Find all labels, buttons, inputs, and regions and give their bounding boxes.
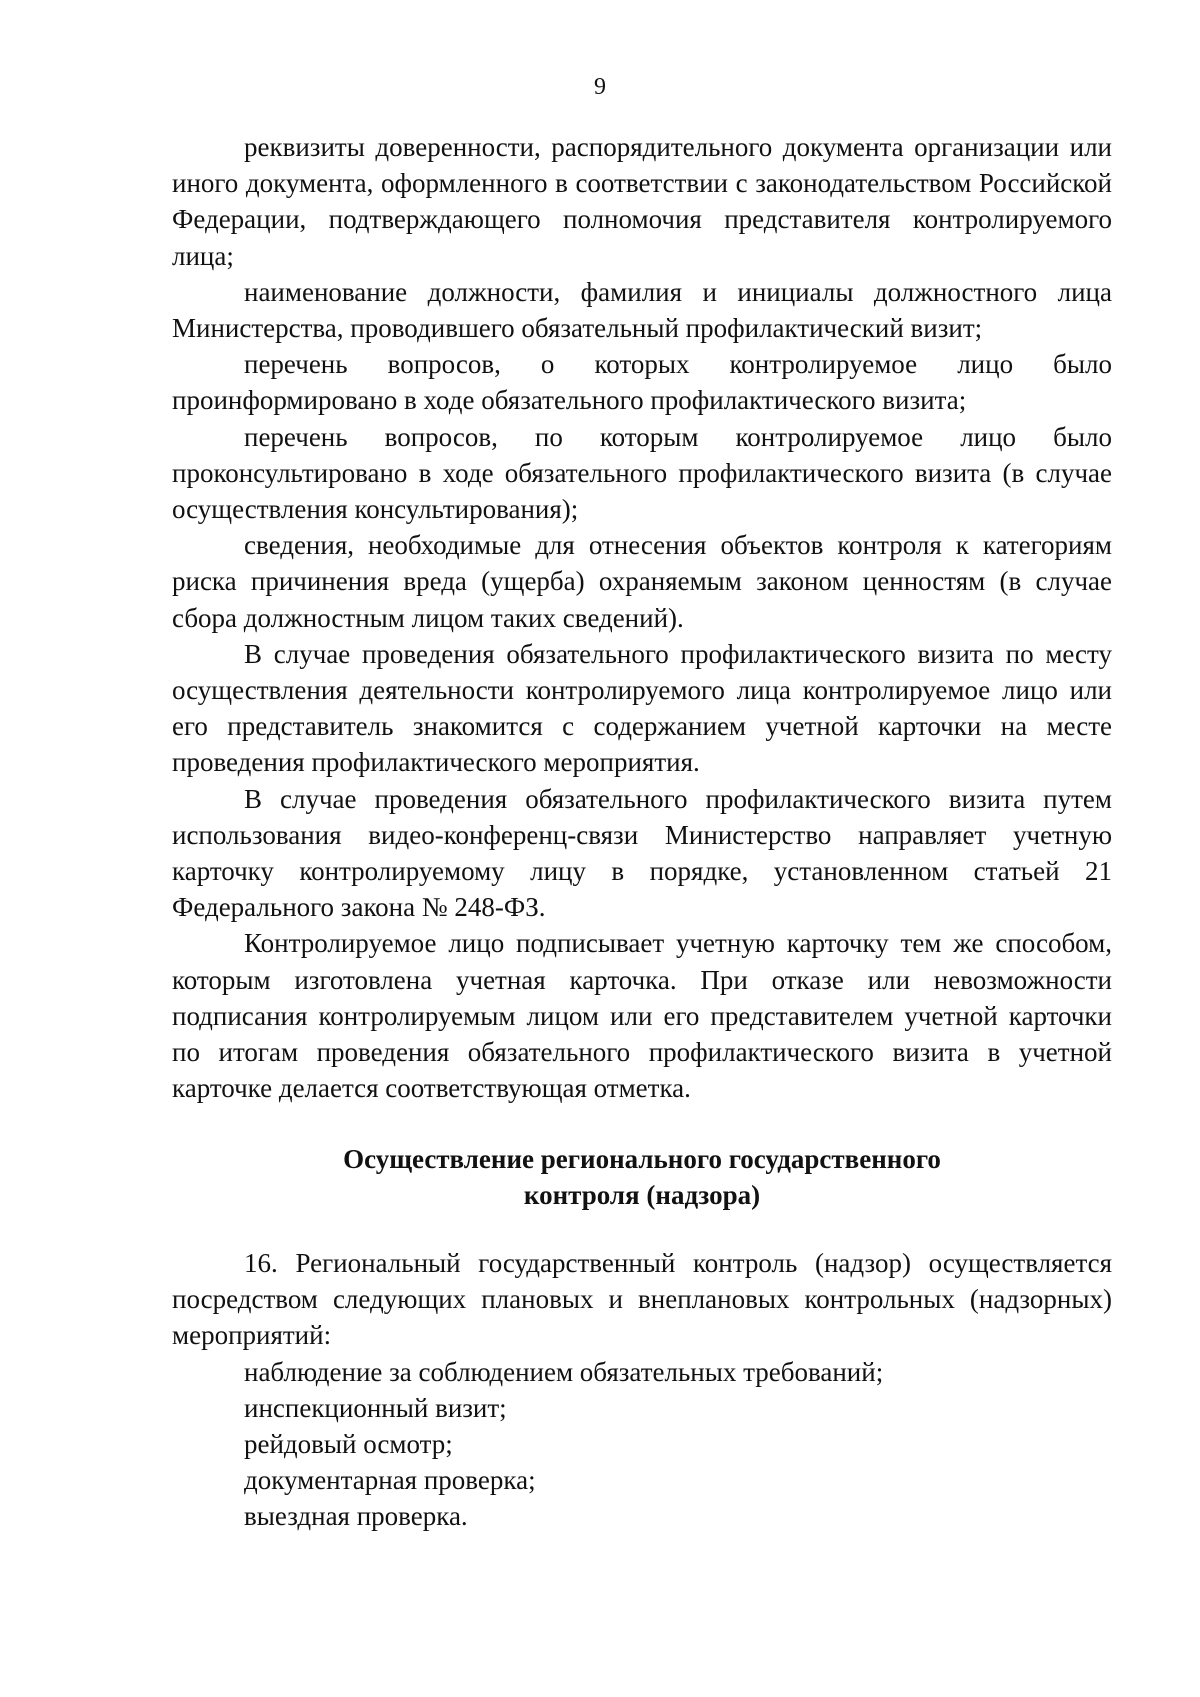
paragraph-risk-category-info: сведения, необходимые для отнесения объектов контроля к категориям риска причинения вреда (ущерба) охраняемым законом ценностям (в случае сбора должностным лицом таких сведений).	[172, 530, 1112, 633]
paragraph-card-signing: Контролируемое лицо подписывает учетную карточку тем же способом, которым изготовлена учетная карточка. При отказе или невозможности подписания контролируемым лицом или его представителем учетной карточки по итогам проведения обязательного профилактического визита в учетной карточке делается соответствующая отметка.	[172, 928, 1112, 1104]
paragraph-control-measures-intro: 16. Региональный государственный контроль (надзор) осуществляется посредством следующих плановых и внеплановых контрольных (надзорных) мероприятий:	[172, 1248, 1112, 1351]
body-text	[172, 129, 1112, 1106]
paragraph-consulted-questions: перечень вопросов, по которым контролируемое лицо было проконсультировано в ходе обязательного профилактического визита (в случае осуществления консультирования);	[172, 421, 1112, 525]
list-item-observation: наблюдение за соблюдением обязательных требований;	[244, 1356, 884, 1387]
paragraph-onsite-visit: В случае проведения обязательного профилактического визита по месту осуществления деятельности контролируемого лица контролируемое лицо или его представитель знакомится с содержанием учетной карточки на месте проведения профилактического мероприятия.	[172, 638, 1112, 778]
section-heading	[172, 1141, 1112, 1213]
list-item-inspection-visit: инспекционный визит;	[244, 1392, 507, 1423]
paragraph-official-position: наименование должности, фамилия и инициалы должностного лица Министерства, проводившего обязательный профилактический визит;	[172, 276, 1112, 344]
page-number: 9	[594, 74, 606, 100]
section-heading-line-1: Осуществление регионального государственного	[343, 1144, 941, 1174]
list-item-field-check: выездная проверка.	[244, 1501, 468, 1532]
paragraph-power-of-attorney-details: реквизиты доверенности, распорядительного документа организации или иного документа, оформленного в соответствии с законодательством Российской Федерации, подтверждающего полномочия представителя контролируемого лица;	[172, 132, 1112, 271]
paragraph-video-conference-visit: В случае проведения обязательного профилактического визита путем использования видео-конференц-связи Министерство направляет учетную карточку контролируемому лицу в порядке, установленном статьей 21 Федерального закона № 248-ФЗ.	[172, 783, 1112, 923]
section-heading-line-2: контроля (надзора)	[523, 1180, 761, 1210]
paragraph-informed-questions: перечень вопросов, о которых контролируемое лицо было проинформировано в ходе обязательного профилактического визита;	[172, 349, 1112, 416]
list-item-documentary-check: документарная проверка;	[244, 1465, 536, 1496]
list-item-raid-inspection: рейдовый осмотр;	[244, 1429, 453, 1460]
section-body	[172, 1245, 1112, 1535]
